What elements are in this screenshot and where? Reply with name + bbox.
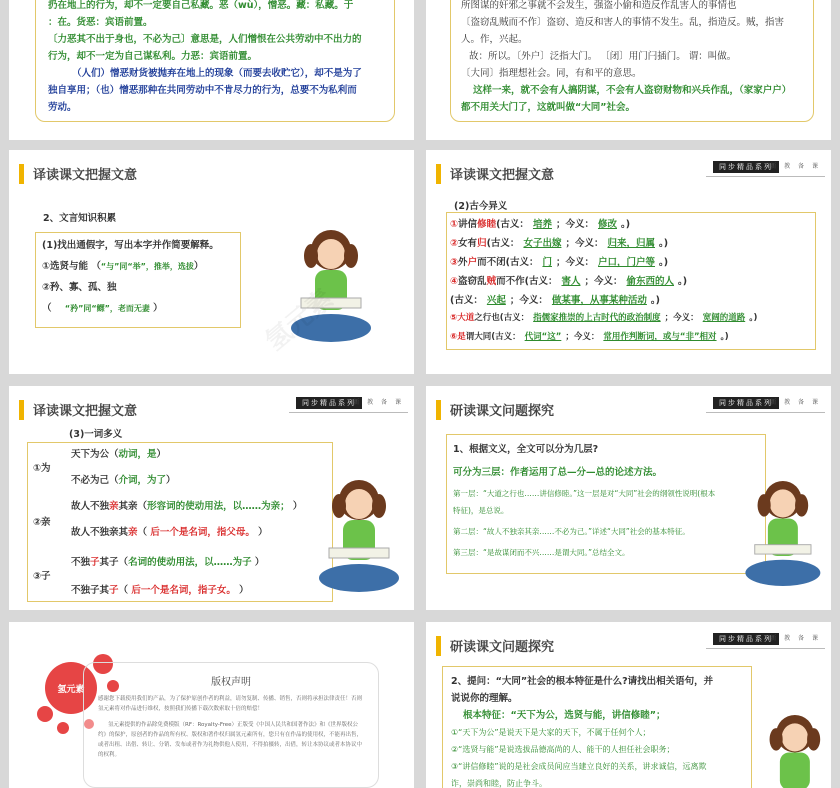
text-line: （人们）憎恶财货被抛弃在地上的现象（而要去收贮它），却不是为了: [72, 68, 362, 79]
row-number: ③: [450, 257, 459, 268]
ancient-meaning: 代词“这”: [524, 332, 562, 342]
header-accent-bar: [436, 164, 441, 184]
series-badge: 同步精品系列: [296, 397, 362, 409]
ancient-label: 古义：: [454, 295, 483, 306]
keyword: 亲: [128, 527, 138, 538]
ancient-meaning: 指儒家推崇的上古时代的政治制度: [533, 313, 661, 323]
text-box: [35, 0, 395, 122]
row-number: ②: [450, 238, 459, 249]
text-line: 扔在地上的行为，却不一定要自己私藏。恶（wù），憎恶。藏：私藏。于: [48, 0, 354, 11]
series-badge: 同步精品系列: [713, 633, 779, 645]
ancient-label: 古义：: [503, 313, 530, 323]
keyword: 大道: [457, 313, 475, 323]
header-rule: [706, 412, 825, 413]
keyword: 户: [467, 257, 478, 268]
text-box: [446, 434, 766, 574]
word-label: ①为: [33, 463, 51, 474]
series-subtitle: 新 教 备 课: [770, 163, 821, 170]
note: 形容词的使动用法，以……为亲；: [147, 501, 290, 512]
slide-title: 译读课文把握文意: [33, 168, 138, 183]
keyword: 是: [457, 332, 466, 342]
keyword: 归: [477, 238, 487, 249]
usage-row: 不独子其子（名词的使动用法，以……为子 ）: [71, 557, 265, 568]
glossary-row: ③外户而不闭(古义： 门 ；今义： 户口，门户等 。): [450, 257, 669, 268]
header-rule: [706, 648, 825, 649]
glossary-row: (古义： 兴起 ；今义： 做某事，从事某种活动 。): [450, 295, 661, 306]
ancient-meaning: 兴起: [486, 295, 506, 306]
text-line: 〔力恶其不出于身也，不必为己〕意思是，人们憎恨在公共劳动中不出力的: [48, 34, 362, 45]
header-accent-bar: [436, 400, 441, 420]
ancient-meaning: 女子出嫁: [523, 238, 562, 249]
keyword: 子: [90, 557, 100, 568]
text-line: 〔盗窃乱贼而不作〕盗窃、造反和害人的事情不发生。乱，指造反。贼，指害: [461, 17, 785, 28]
example: 天下为公: [71, 449, 110, 460]
example: 其子: [99, 557, 119, 568]
ancient-label: 古义：: [500, 219, 529, 230]
text-line: 第三层：“是故谋闭而不兴……是谓大同。”总结全文。: [453, 548, 630, 557]
note: 后一个是名词，指父母。: [150, 527, 255, 538]
example: 不必为己: [71, 475, 110, 486]
slide-5: [9, 386, 414, 610]
header-rule: [706, 176, 825, 177]
phrase: 讲信: [458, 219, 478, 230]
text-line: 故：所以。〔外户〕泛指大门。 〔闭〕用门闩插门。 谓：叫做。: [469, 51, 737, 62]
item: （ “矜”同“鳏”，老而无妻 ）: [42, 303, 163, 314]
slide-header: [9, 150, 414, 190]
modern-meaning: 户口，门户等: [598, 257, 656, 268]
answer: 可分为三层：作者运用了总—分—总的论述方法。: [453, 467, 663, 478]
slide-3: [9, 150, 414, 374]
modern-meaning: 宽阔的道路: [702, 313, 746, 323]
phrase: 女有: [458, 238, 478, 249]
slide-title: 译读课文把握文意: [450, 168, 555, 183]
keyword: 修睦: [477, 219, 497, 230]
phrase: 外: [458, 257, 468, 268]
text-line: 所图谋的奸邪之事就不会发生，强盗小偷和造反作乱害人的事情也: [461, 0, 737, 11]
example: 不独: [71, 557, 91, 568]
usage-row: 不独子其子（ 后一个是名词，指子女。 ）: [71, 585, 249, 596]
phrase: 而不作: [496, 276, 525, 287]
question: 1、根据文义，全文可以分为几层?: [453, 444, 599, 455]
item-note: “与”同“举”，推举，选拔: [100, 262, 194, 271]
text-line: ：在。货恶：宾语前置。: [48, 17, 153, 28]
modern-meaning: 常用作判断词，或与“非”相对: [603, 332, 717, 342]
text-line: 这样一来，就不会有人搞阴谋，不会有人盗窃财物和兴兵作乱，（家家户户）: [473, 85, 792, 96]
girl-illustration: [736, 478, 826, 602]
header-accent-bar: [19, 400, 24, 420]
modern-label: 今义：: [519, 295, 548, 306]
series-badge: 同步精品系列: [713, 397, 779, 409]
copyright-title: 版权声明: [211, 677, 251, 688]
phrase: 而不闭: [477, 257, 506, 268]
item: ②矜、寡、孤、独: [42, 282, 117, 293]
slide-8: [426, 622, 831, 788]
modern-label: 今义：: [593, 276, 623, 287]
modern-label: 今义：: [673, 313, 699, 323]
glossary-row: ④盗窃乱贼而不作(古义： 害人 ；今义： 偷东西的人 。): [450, 276, 688, 287]
slide-6: [426, 386, 831, 610]
modern-label: 今义：: [574, 238, 604, 249]
row-number: ④: [450, 276, 459, 287]
question: 2、提问：“大同”社会的根本特征是什么?请找出相关语句，并: [451, 676, 714, 687]
text-line: 独自享用；（也）憎恶那种在共同劳动中不肯尽力的行为，总要不为私利而: [48, 85, 357, 96]
item-note: “矜”同“鳏”，老而无妻: [64, 304, 150, 313]
text-line: 特征)，是总说。: [453, 506, 509, 515]
text-line: 第一层：“大道之行也……讲信修睦。”这一层是对“大同”社会的纲领性说明(根本: [453, 489, 716, 498]
text-line: 诈，崇尚和睦，防止争斗。: [451, 779, 547, 788]
text-line: 都不用关大门了，这就叫做“大同”社会。: [461, 102, 635, 113]
usage-row: 故人不独亲其亲（形容词的使动用法，以……为亲； ）: [71, 501, 303, 512]
slide-1: [9, 0, 414, 140]
usage-row: 故人不独亲其亲（ 后一个是名词，指父母。 ）: [71, 527, 268, 538]
note: 动词，是: [118, 449, 157, 460]
phrase: 盗窃乱: [458, 276, 487, 287]
girl-illustration: [309, 478, 405, 608]
text-line: 劳动。: [48, 102, 77, 113]
section-heading: (3)一词多义: [69, 429, 123, 440]
text-line: 人。作，兴起。: [461, 34, 528, 45]
question: 说说你的理解。: [451, 693, 518, 704]
row-number: ①: [450, 219, 459, 230]
copyright-panel: [83, 662, 379, 788]
series-subtitle: 新 教 备 课: [770, 399, 821, 406]
keyword: 子: [109, 585, 119, 596]
copyright-paragraph: 氢元素提供的作品除免费模版（RF：Royalty-Free）正版受《中国人民共和国著作法》和《世界版权公约》的保护，原创者的作品的所有权、版权和著作权归属氢元素所有，您只有在作品的使用权，不能再出售，或者出租、出借、转让、分销、发布或者作为礼物供他人使用，不得拍摄转，出借，转让本协议或者本协议中的权利。: [98, 722, 363, 758]
item-label: ①选贤与能: [42, 261, 89, 272]
logo-text: 氢元素: [57, 685, 85, 695]
series-badge: 同步精品系列: [713, 161, 779, 173]
girl-illustration: [748, 712, 831, 788]
watermark: 氢元素: [260, 283, 340, 357]
text-box: [450, 0, 814, 122]
usage-row: 天下为公（动词，是）: [71, 449, 167, 460]
text-line: ③“讲信修睦”说的是社会成员间应当建立良好的关系，讲求诚信，远离欺: [451, 762, 707, 771]
example: 其亲: [118, 501, 138, 512]
slide-2: [426, 0, 831, 140]
answer: 根本特征：“天下为公，选贤与能，讲信修睦”；: [463, 710, 666, 721]
phrase: 之行也: [474, 313, 500, 323]
example: 不独子其: [71, 585, 110, 596]
modern-label: 今义：: [565, 219, 594, 230]
word-label: ②亲: [33, 517, 51, 528]
ancient-meaning: 门: [542, 257, 552, 268]
note: 名词的使动用法，以……为子: [128, 557, 252, 568]
text-line: 〔大同〕指理想社会。同，有和平的意思。: [461, 68, 642, 79]
slide-title: 研读课文问题探究: [450, 640, 555, 655]
ancient-label: 古义：: [509, 257, 539, 268]
ancient-meaning: 培养: [532, 219, 552, 230]
item: ①选贤与能 （“与”同“举”，推举，选拔）: [42, 261, 204, 272]
copyright-paragraph: 感谢您下载使用我们的产品，为了保护原创作者的利益，请勿复制、传播、销售，否则将承担法律责任！否则氢元素将对作品进行维权，按照我们传播下载次数索取十倍的赔偿！: [98, 696, 363, 712]
series-subtitle: 新 教 备 课: [353, 399, 404, 406]
modern-meaning: 偷东西的人: [626, 276, 675, 287]
slide-header: [426, 622, 831, 662]
phrase: 谓大同: [465, 332, 492, 342]
slide-header: [9, 386, 414, 426]
ancient-label: 古义：: [490, 238, 520, 249]
row-number: ⑥: [450, 332, 458, 342]
section-heading: (2)古今异义: [454, 201, 508, 212]
note: 后一个是名词，指子女。: [131, 585, 236, 596]
slide-title: 译读课文把握文意: [33, 404, 138, 419]
series-subtitle: 新 教 备 课: [770, 635, 821, 642]
text-box: [442, 666, 752, 788]
glossary-row: ②女有归(古义： 女子出嫁 ；今义： 归来，归属 。): [450, 238, 669, 249]
header-rule: [289, 412, 408, 413]
modern-meaning: 做某事，从事某种活动: [551, 295, 647, 306]
example: 故人不独: [71, 501, 110, 512]
modern-label: 今义：: [573, 332, 600, 342]
glossary-row: ⑥是谓大同(古义： 代词“这” ；今义： 常用作判断词，或与“非”相对 。): [450, 332, 729, 342]
modern-label: 今义：: [565, 257, 594, 268]
ancient-meaning: 害人: [561, 276, 581, 287]
question: (1)找出通假字，写出本字并作简要解释。: [42, 240, 219, 251]
slide-header: [426, 386, 831, 426]
slide-title: 研读课文问题探究: [450, 404, 555, 419]
text-line: 行为，却不一定为自己谋私利。力恶：宾语前置。: [48, 51, 258, 62]
text-line: ①“天下为公”是说天下是大家的天下，不属于任何个人；: [451, 728, 651, 737]
word-label: ③子: [33, 571, 51, 582]
modern-meaning: 归来，归属: [607, 238, 655, 249]
usage-row: 不必为己（介词，为了）: [71, 475, 176, 486]
note: 介词，为了: [118, 475, 167, 486]
slide-4: [426, 150, 831, 374]
glossary-row: ①讲信修睦(古义： 培养 ；今义： 修改 。): [450, 219, 631, 230]
ancient-label: 古义：: [495, 332, 521, 342]
text-box: [35, 232, 241, 328]
section-heading: 2、文言知识积累: [43, 213, 117, 224]
text-box: [27, 442, 333, 602]
slide-7: [9, 622, 414, 788]
ancient-label: 古义：: [528, 276, 558, 287]
modern-meaning: 修改: [597, 219, 617, 230]
header-accent-bar: [19, 164, 24, 184]
glossary-row: ⑤大道之行也(古义： 指儒家推崇的上古时代的政治制度 ；今义： 宽阔的道路 。): [450, 313, 758, 323]
text-line: 第二层：“故人不独亲其亲……不必为己。”详述“大同”社会的基本特征。: [453, 527, 690, 536]
keyword: 贼: [486, 276, 497, 287]
row-number: ⑤: [450, 313, 458, 323]
slide-header: [426, 150, 831, 190]
keyword: 亲: [109, 501, 119, 512]
example: 故人不独亲其: [71, 527, 129, 538]
text-line: ②“选贤与能”是说选拔品德高尚的人、能干的人担任社会职务；: [451, 745, 675, 754]
header-accent-bar: [436, 636, 441, 656]
